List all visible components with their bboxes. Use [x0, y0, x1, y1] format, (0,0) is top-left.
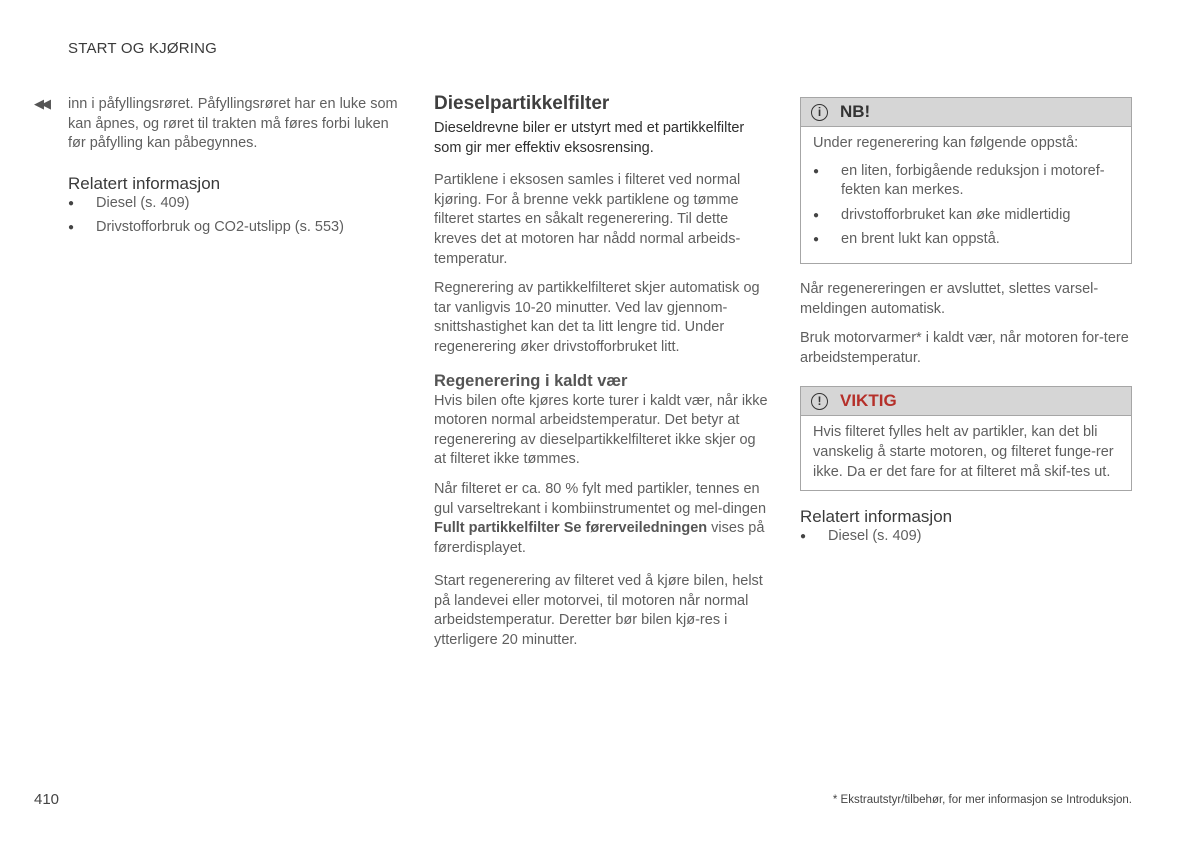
paragraph: Partiklene i eksosen samles i filteret ved normal kjøring. For å brenne vekk partiklene og tømme filteret startes en såkalt regenerering. Til dette kreves det at motoren har nådd normal arbeids-temperatur. — [434, 172, 741, 267]
paragraph: Når regenereringen er avsluttet, slettes varsel-meldingen automatisk. — [800, 280, 1099, 317]
column-middle — [434, 93, 769, 661]
info-icon: i — [811, 104, 828, 121]
column-left — [68, 95, 398, 243]
paragraph-text: Når filteret er ca. 80 % fylt med partikler, tennes en gul varseltrekant i kombiinstrumentet og mel-dingen — [434, 480, 767, 517]
intro-paragraph: Dieseldrevne biler er utstyrt med et partikkelfilter som gir mer effektiv eksosrensing. — [434, 120, 745, 156]
viktig-warning-box — [800, 386, 1132, 491]
paragraph: Start regenerering av filteret ved å kjøre bilen, helst på landevei eller motorvei, til motoren når normal arbeidstemperatur. Deretter bør bilen kjø-res i ytterligere 20 minutter. — [434, 573, 763, 649]
nb-note-intro: Under regenerering kan følgende oppstå: — [813, 135, 1079, 151]
nb-note-header — [801, 98, 1131, 127]
subheading: Regenerering i kaldt vær — [434, 371, 628, 390]
continued-paragraph: inn i påfyllingsrøret. Påfyllingsrøret har en luke som kan åpnes, og røret til trakten må føres forbi luken før påfylling kan påbegynnes. — [68, 96, 398, 152]
viktig-warning-header — [801, 387, 1131, 416]
related-heading: Relatert informasjon — [68, 173, 221, 193]
list-item: ● en brent lukt kan oppstå. — [813, 230, 1119, 250]
related-link-fuel-consumption[interactable]: ● Drivstofforbruk og CO2-utslipp (s. 553) — [68, 218, 398, 238]
list-item: ● drivstofforbruket kan øke midlertidig — [813, 206, 1119, 226]
related-list — [800, 527, 1132, 547]
page-number: 410 — [34, 791, 60, 808]
related-link-diesel[interactable]: ● Diesel (s. 409) — [68, 194, 398, 214]
section-heading: Dieselpartikkelfilter — [434, 93, 610, 114]
exclamation-icon: ! — [811, 393, 828, 410]
double-chevron-left-icon: ◀◀ — [34, 96, 48, 111]
footnote: * Ekstrautstyr/tilbehør, for mer informasjon se Introduksjon. — [832, 794, 1132, 806]
viktig-warning-text: Hvis filteret fylles helt av partikler, kan det bli vanskelig å starte motoren, og filteret funge-rer ikke. Da er det fare for at filteret må skif-tes ut. — [813, 424, 1114, 480]
nb-note-box — [800, 97, 1132, 264]
nb-note-body — [801, 127, 1131, 263]
list-item: ● en liten, forbigående reduksjon i motoref-fekten kan merkes. — [813, 162, 1119, 201]
nb-note-title: NB! — [840, 102, 871, 121]
display-message-text: Fullt partikkelfilter Se førerveiledningen — [434, 520, 708, 537]
viktig-warning-body — [801, 416, 1131, 490]
page-header-title: START OG KJØRING — [68, 40, 218, 57]
paragraph-text: vises på førerdisplayet. — [434, 520, 765, 556]
related-heading: Relatert informasjon — [800, 507, 953, 527]
nb-note-list — [813, 162, 1119, 250]
column-right — [800, 97, 1132, 552]
paragraph — [434, 480, 769, 558]
related-link-diesel[interactable]: ● Diesel (s. 409) — [800, 527, 1132, 547]
viktig-warning-title: VIKTIG — [840, 391, 897, 411]
paragraph: Regnerering av partikkelfilteret skjer automatisk og tar vanligvis 10-20 minutter. Ved lav gjennom-snittshastighet kan det ta litt lengre tid. Under regenerering øker drivstofforbruket litt. — [434, 280, 760, 355]
related-list — [68, 194, 398, 238]
paragraph: Hvis bilen ofte kjøres korte turer i kaldt vær, når ikke motoren normal arbeidstemperatur. Det betyr at regenerering av dieselpartikkelfilteret ikke skjer og at filteret ikke tømmes. — [434, 392, 768, 468]
paragraph: Bruk motorvarmer* i kaldt vær, når motoren for-tere arbeidstemperatur. — [800, 330, 1129, 366]
